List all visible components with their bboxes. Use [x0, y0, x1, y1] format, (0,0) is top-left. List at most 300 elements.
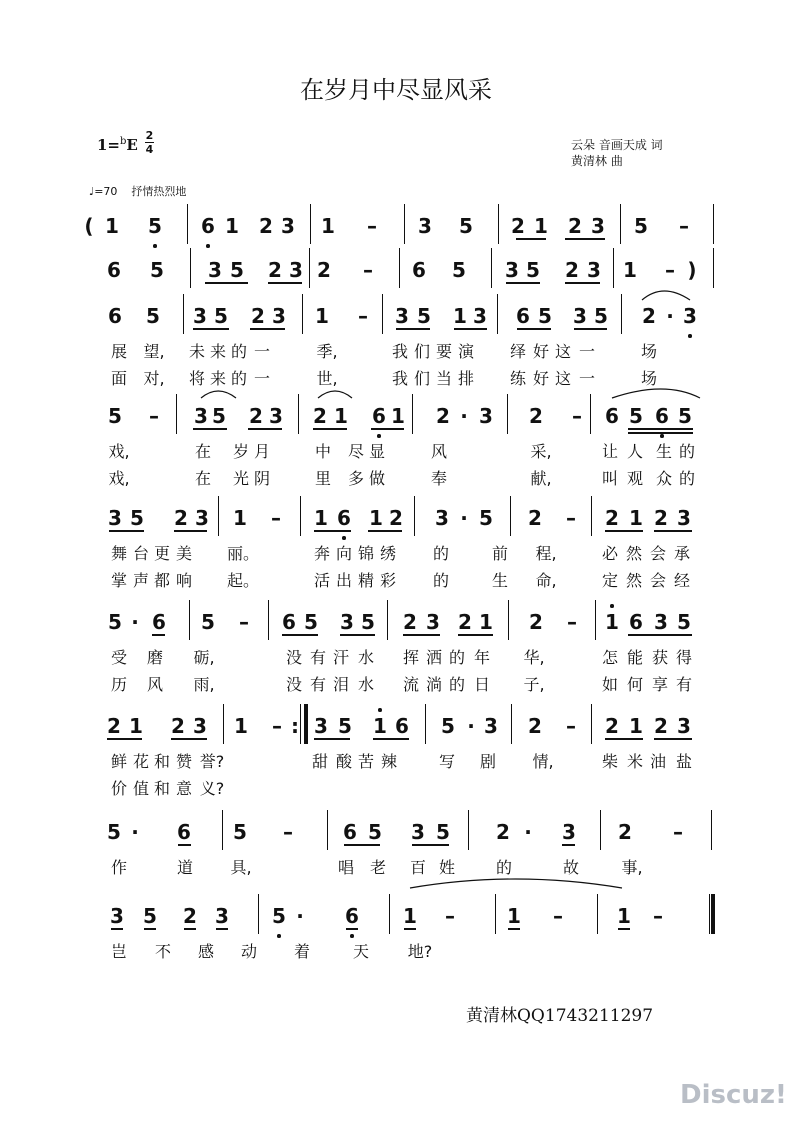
lyric-char: 展 — [110, 342, 128, 361]
lyric-line — [0, 368, 792, 390]
octave-dot-low — [342, 536, 346, 540]
jianpu-note: 3 — [677, 714, 691, 738]
barline — [613, 248, 614, 288]
lyric-char: 磨 — [146, 648, 164, 667]
jianpu-note: 5 — [677, 610, 691, 634]
lyric-char: 这 — [554, 369, 572, 388]
jianpu-note: 3 — [340, 610, 354, 634]
jianpu-note: 1 — [314, 506, 328, 530]
jianpu-note: 6 — [201, 214, 215, 238]
barline — [425, 704, 426, 744]
lyric-char: 奔 — [313, 544, 331, 563]
jianpu-note: 5 — [150, 258, 164, 282]
lyric-char: 故 — [562, 858, 580, 877]
jianpu-note: – — [566, 714, 576, 738]
underline-beam — [565, 282, 600, 284]
credits — [571, 137, 663, 169]
lyric-char: 世, — [316, 369, 338, 388]
lyric-line — [0, 468, 792, 490]
lyric-char: 花 — [132, 752, 150, 771]
jianpu-note: 2 — [528, 714, 542, 738]
lyric-char: 将 — [188, 369, 206, 388]
underline-beam — [313, 428, 347, 430]
jianpu-note: 5 — [459, 214, 473, 238]
underline-beam — [250, 328, 285, 330]
jianpu-note: – — [271, 506, 281, 530]
underline-beam — [216, 928, 228, 930]
jianpu-note: 6 — [177, 820, 191, 844]
jianpu-note: 6 — [107, 258, 121, 282]
underline-beam — [248, 428, 282, 430]
jianpu-note: 2 — [183, 904, 197, 928]
jianpu-note: 3 — [435, 506, 449, 530]
barline — [621, 294, 622, 334]
lyric-char: 绣 — [379, 544, 397, 563]
underline-beam — [184, 928, 196, 930]
jianpu-note: 2 — [389, 506, 403, 530]
jianpu-note: 3 — [110, 904, 124, 928]
jianpu-note: · — [460, 404, 468, 428]
lyric-char: 一 — [578, 369, 596, 388]
lyric-char: 做 — [368, 469, 386, 488]
lyric-char: 值 — [132, 779, 150, 798]
jianpu-note: 5 — [361, 610, 375, 634]
score-line — [0, 214, 792, 258]
jianpu-note: – — [572, 404, 582, 428]
lyric-char: 人 — [626, 442, 644, 461]
jianpu-note: 2 — [107, 714, 121, 738]
jianpu-note: 5 — [201, 610, 215, 634]
jianpu-note: 1 — [605, 610, 619, 634]
jianpu-note: – — [149, 404, 159, 428]
underline-beam — [171, 738, 207, 740]
barline — [176, 394, 177, 434]
lyric-char: 们 — [413, 369, 431, 388]
lyric-char: 辣 — [380, 752, 398, 771]
underline-beam — [344, 844, 380, 846]
barline — [508, 600, 509, 640]
lyric-char: 活 — [313, 571, 331, 590]
jianpu-note: 5 — [107, 820, 121, 844]
underline-beam — [111, 928, 123, 930]
underline-beam — [109, 530, 144, 532]
lyric-char: 彩 — [379, 571, 397, 590]
lyric-char: 写 — [438, 752, 456, 771]
barline — [713, 248, 714, 288]
jianpu-note: 2 — [642, 304, 656, 328]
time-top: 2 — [145, 129, 154, 142]
lyric-char: 天 — [352, 942, 370, 961]
lyric-char: 面 — [110, 369, 128, 388]
lyric-char: 有 — [309, 675, 327, 694]
lyric-char: 事, — [621, 858, 643, 877]
jianpu-note: 2 — [317, 258, 331, 282]
lyric-char: 众 — [655, 469, 673, 488]
jianpu-note: – — [665, 258, 675, 282]
barline — [507, 394, 508, 434]
barline — [183, 294, 184, 334]
jianpu-note: · — [131, 610, 139, 634]
lyric-char: 响 — [175, 571, 193, 590]
octave-dot-low — [153, 244, 157, 248]
barline — [498, 204, 499, 244]
lyric-char: 华, — [523, 648, 545, 667]
lyric-char: 子, — [523, 675, 545, 694]
underline-beam — [517, 328, 551, 330]
lyric-char: 誉? — [199, 752, 225, 771]
jianpu-note: 1 — [373, 714, 387, 738]
jianpu-note: 2 — [496, 820, 510, 844]
barline — [189, 600, 190, 640]
lyric-char: 光 — [232, 469, 250, 488]
jianpu-note: 3 — [193, 714, 207, 738]
lyric-char: 中 — [314, 442, 332, 461]
jianpu-note: 1 — [321, 214, 335, 238]
jianpu-note: 3 — [281, 214, 295, 238]
lyric-char: 然 — [625, 571, 643, 590]
lyric-char: 得 — [675, 648, 693, 667]
lyric-char: 献, — [530, 469, 552, 488]
underline-beam — [562, 844, 575, 846]
barline — [600, 810, 601, 850]
watermark: Discuz! — [680, 1080, 787, 1110]
jianpu-note: 2 — [251, 304, 265, 328]
underline-beam — [205, 282, 248, 284]
underline-beam — [565, 238, 605, 240]
jianpu-note: : — [291, 714, 299, 738]
lyric-char: 地? — [407, 942, 433, 961]
jianpu-note: 3 — [677, 506, 691, 530]
jianpu-note: · — [467, 714, 475, 738]
lyric-char: 练 — [509, 369, 527, 388]
lyric-char: 义? — [199, 779, 225, 798]
lyric-char: 精 — [357, 571, 375, 590]
underline-beam — [152, 634, 165, 636]
lyricist-credit: 云朵 音画天成 词 — [571, 138, 663, 152]
key-signature — [97, 136, 138, 154]
lyric-char: 承 — [673, 544, 691, 563]
jianpu-note: 2 — [618, 820, 632, 844]
jianpu-note: 5 — [526, 258, 540, 282]
lyric-char: 道 — [176, 858, 194, 877]
jianpu-note: 3 — [479, 404, 493, 428]
lyric-char: 一 — [253, 369, 271, 388]
lyric-char: 起。 — [226, 571, 260, 590]
underline-beam — [628, 428, 693, 430]
jianpu-note: 1 — [233, 506, 247, 530]
lyric-char: 有 — [675, 675, 693, 694]
jianpu-note: · — [524, 820, 532, 844]
lyric-line — [0, 941, 792, 963]
jianpu-note: · — [131, 820, 139, 844]
jianpu-note: 3 — [683, 304, 697, 328]
underline-beam — [314, 530, 351, 532]
jianpu-note: 2 — [313, 404, 327, 428]
lyric-char: 赞 — [175, 752, 193, 771]
lyric-char: 姓 — [438, 858, 456, 877]
lyric-char: 采, — [530, 442, 552, 461]
barline — [590, 394, 591, 434]
lyric-char: 历 — [110, 675, 128, 694]
octave-dot-low — [350, 934, 354, 938]
jianpu-note: 3 — [587, 258, 601, 282]
barline — [711, 810, 712, 850]
score-line — [0, 258, 792, 302]
repeat-barline — [304, 704, 308, 744]
underline-beam — [628, 634, 692, 636]
jianpu-note: 1 — [534, 214, 548, 238]
lyric-char: 和 — [153, 752, 171, 771]
lyric-line — [0, 751, 792, 773]
jianpu-note: – — [367, 214, 377, 238]
barline — [387, 600, 388, 640]
underline-beam — [282, 634, 318, 636]
lyric-char: 不 — [154, 942, 172, 961]
lyric-char: 的 — [432, 544, 450, 563]
lyric-char: 油 — [649, 752, 667, 771]
lyric-char: 要 — [435, 342, 453, 361]
jianpu-note: 6 — [516, 304, 530, 328]
lyric-char: 苦 — [357, 752, 375, 771]
barline — [491, 248, 492, 288]
jianpu-note: 2 — [605, 506, 619, 530]
octave-dot-low — [688, 334, 692, 338]
jianpu-note: 5 — [130, 506, 144, 530]
jianpu-note: 1 — [391, 404, 405, 428]
jianpu-note: 5 — [233, 820, 247, 844]
lyric-char: 美 — [175, 544, 193, 563]
jianpu-note: 5 — [230, 258, 244, 282]
jianpu-note: – — [283, 820, 293, 844]
underline-beam — [404, 928, 416, 930]
lyric-char: 台 — [132, 544, 150, 563]
lyric-char: 享 — [651, 675, 669, 694]
lyric-char: 日 — [473, 675, 491, 694]
barline — [309, 248, 310, 288]
slur — [612, 389, 700, 398]
lyric-char: 这 — [554, 342, 572, 361]
slur — [410, 879, 622, 888]
lyric-char: 当 — [435, 369, 453, 388]
lyric-char: 掌 — [110, 571, 128, 590]
lyric-char: 百 — [409, 858, 427, 877]
underline-beam — [144, 928, 156, 930]
barline — [300, 496, 301, 536]
underline-beam — [373, 738, 409, 740]
barline — [218, 496, 219, 536]
underline-beam — [605, 530, 643, 532]
lyric-char: 风 — [430, 442, 448, 461]
lyric-char: 定 — [601, 571, 619, 590]
lyric-char: 生 — [491, 571, 509, 590]
lyric-char: 受 — [110, 648, 128, 667]
lyric-char: 价 — [110, 779, 128, 798]
lyric-char: 感 — [197, 942, 215, 961]
jianpu-note: 5 — [212, 404, 226, 428]
jianpu-note: 3 — [108, 506, 122, 530]
lyric-char: 出 — [335, 571, 353, 590]
jianpu-note: 5 — [272, 904, 286, 928]
lyric-char: 没 — [285, 648, 303, 667]
lyric-char: 里 — [314, 469, 332, 488]
jianpu-note: – — [673, 820, 683, 844]
lyric-char: 在 — [194, 469, 212, 488]
jianpu-note: 3 — [484, 714, 498, 738]
jianpu-note: – — [358, 304, 368, 328]
jianpu-note: 1 — [479, 610, 493, 634]
jianpu-note: 6 — [108, 304, 122, 328]
barline — [511, 704, 512, 744]
underline-beam — [268, 282, 302, 284]
jianpu-note: · — [296, 904, 304, 928]
lyric-char: 水 — [357, 648, 375, 667]
jianpu-note: 3 — [314, 714, 328, 738]
octave-dot-high — [610, 604, 614, 608]
jianpu-note: 1 — [129, 714, 143, 738]
lyric-char: 阴 — [253, 469, 271, 488]
lyric-char: 柴 — [601, 752, 619, 771]
lyric-char: 有 — [309, 648, 327, 667]
repeat-barline-thin — [300, 704, 301, 744]
underline-beam — [314, 738, 350, 740]
jianpu-note: 5 — [148, 214, 162, 238]
lyric-char: 挥 — [402, 648, 420, 667]
barline — [268, 600, 269, 640]
jianpu-note: 3 — [411, 820, 425, 844]
lyric-char: 程, — [535, 544, 557, 563]
jianpu-note: – — [272, 714, 282, 738]
tempo-marking — [89, 183, 186, 199]
jianpu-note: – — [445, 904, 455, 928]
jianpu-note: – — [653, 904, 663, 928]
octave-dot-low — [206, 244, 210, 248]
underline-beam — [454, 328, 487, 330]
underline-beam — [654, 738, 692, 740]
lyric-char: 会 — [649, 544, 667, 563]
jianpu-note: 1 — [617, 904, 631, 928]
jianpu-note: 6 — [345, 904, 359, 928]
jianpu-note: 2 — [565, 258, 579, 282]
jianpu-note: 5 — [479, 506, 493, 530]
underline-beam — [107, 738, 142, 740]
lyric-char: 生 — [655, 442, 673, 461]
jianpu-note: 1 — [234, 714, 248, 738]
jianpu-note: 3 — [289, 258, 303, 282]
jianpu-note: 2 — [654, 714, 668, 738]
underline-beam — [412, 844, 449, 846]
jianpu-note: 1 — [403, 904, 417, 928]
jianpu-note: 3 — [505, 258, 519, 282]
barline — [495, 894, 496, 934]
underline-beam — [368, 530, 402, 532]
lyric-char: 汗 — [332, 648, 350, 667]
lyric-line — [0, 647, 792, 669]
lyric-char: 然 — [625, 544, 643, 563]
lyric-char: 的 — [495, 858, 513, 877]
lyric-char: 的 — [678, 469, 696, 488]
jianpu-note: 1 — [507, 904, 521, 928]
lyric-char: 更 — [153, 544, 171, 563]
slur — [201, 391, 236, 398]
jianpu-note: 5 — [417, 304, 431, 328]
jianpu-note: 3 — [418, 214, 432, 238]
jianpu-note: 1 — [623, 258, 637, 282]
jianpu-note: 5 — [146, 304, 160, 328]
jianpu-note: 1 — [105, 214, 119, 238]
underline-beam — [654, 530, 692, 532]
barline — [327, 810, 328, 850]
underline-beam — [346, 928, 358, 930]
jianpu-note: 2 — [403, 610, 417, 634]
jianpu-note: – — [363, 258, 373, 282]
lyric-char: 砺, — [193, 648, 215, 667]
jianpu-note: 2 — [568, 214, 582, 238]
underline-beam — [396, 328, 430, 330]
jianpu-note: 3 — [193, 304, 207, 328]
jianpu-note: 2 — [511, 214, 525, 238]
lyric-char: 都 — [153, 571, 171, 590]
barline — [302, 294, 303, 334]
lyric-char: 年 — [473, 648, 491, 667]
lyric-char: 尽 — [347, 442, 365, 461]
jianpu-note: – — [553, 904, 563, 928]
lyric-char: 场 — [640, 342, 658, 361]
jianpu-note: 2 — [249, 404, 263, 428]
jianpu-note: 5 — [436, 820, 450, 844]
underline-beam — [605, 738, 643, 740]
lyric-char: 叫 — [601, 469, 619, 488]
jianpu-note: 5 — [214, 304, 228, 328]
lyric-char: 奉 — [430, 469, 448, 488]
barline — [258, 894, 259, 934]
jianpu-note: – — [567, 610, 577, 634]
lyric-char: 来 — [209, 342, 227, 361]
lyric-char: 岁 — [232, 442, 250, 461]
barline — [190, 248, 191, 288]
lyric-char: 流 — [402, 675, 420, 694]
lyric-char: 如 — [601, 675, 619, 694]
jianpu-note: 5 — [368, 820, 382, 844]
underline-beam — [174, 530, 207, 532]
lyric-char: 米 — [626, 752, 644, 771]
lyric-char: 剧 — [479, 752, 497, 771]
lyric-char: 淌 — [425, 675, 443, 694]
lyric-char: 们 — [413, 342, 431, 361]
jianpu-note: 5 — [143, 904, 157, 928]
underline-beam — [508, 928, 520, 930]
lyric-line — [0, 543, 792, 565]
jianpu-note: 5 — [304, 610, 318, 634]
lyric-char: 排 — [457, 369, 475, 388]
jianpu-note: 3 — [562, 820, 576, 844]
underline-beam — [193, 328, 229, 330]
lyric-char: 一 — [253, 342, 271, 361]
lyric-char: 舞 — [110, 544, 128, 563]
lyric-char: 情, — [532, 752, 554, 771]
jianpu-note: 3 — [573, 304, 587, 328]
barline — [412, 394, 413, 434]
barline — [404, 204, 405, 244]
jianpu-note: 2 — [529, 404, 543, 428]
lyric-char: 我 — [391, 342, 409, 361]
lyric-char: 作 — [110, 858, 128, 877]
jianpu-note: 3 — [473, 304, 487, 328]
lyric-char: 好 — [532, 342, 550, 361]
underline-beam — [340, 634, 375, 636]
lyric-char: 的 — [678, 442, 696, 461]
barline — [382, 294, 383, 334]
time-signature — [145, 130, 154, 155]
